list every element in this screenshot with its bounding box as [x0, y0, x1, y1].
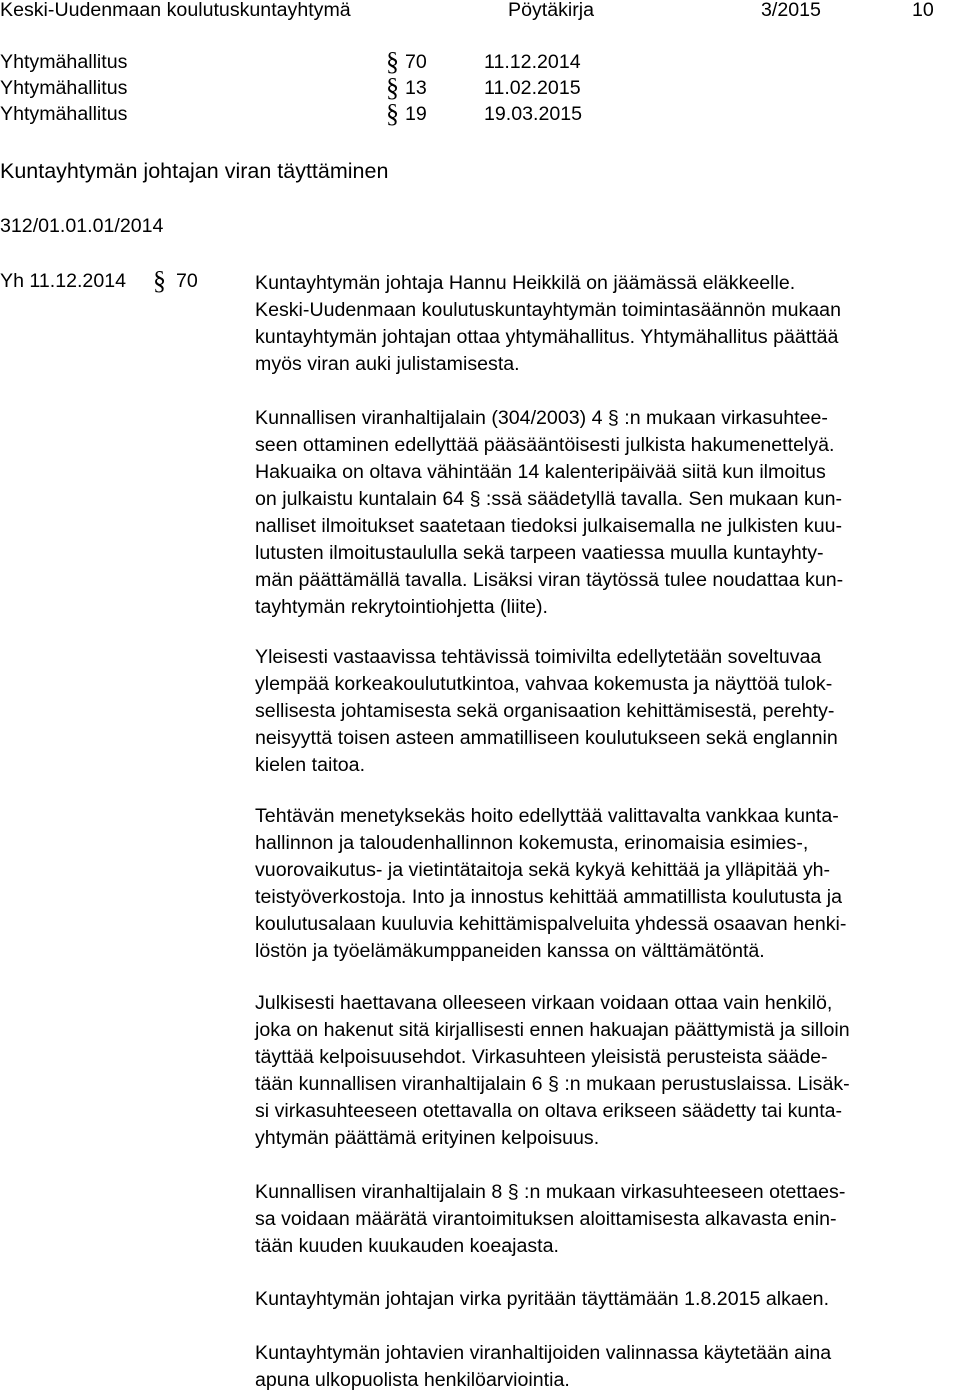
header-page-number: 10	[912, 0, 934, 21]
paragraph	[255, 1286, 960, 1313]
reference-number: 312/01.01.01/2014	[0, 215, 164, 237]
history-date: 11.12.2014	[484, 51, 581, 73]
text-line: tayhtymän rekrytointiohjetta (liite).	[255, 596, 548, 618]
text-line: ylempää korkeakoulututkintoa, vahvaa kokemusta ja näyttöä tulok-	[255, 673, 833, 695]
entry-label: Yh 11.12.2014	[0, 270, 127, 292]
text-line: myös viran auki julistamisesta.	[255, 353, 520, 375]
text-line: Kunnallisen viranhaltijalain (304/2003) 4 § :n mukaan virkasuhtee-	[255, 407, 828, 429]
paragraph	[255, 990, 960, 1152]
header-organization: Keski-Uudenmaan koulutuskuntayhtymä	[0, 0, 351, 21]
document-title: Kuntayhtymän johtajan viran täyttäminen	[0, 159, 389, 183]
section-sign: §	[386, 99, 399, 128]
text-line: Tehtävän menetyksekäs hoito edellyttää valittavalta vankkaa kunta-	[255, 805, 839, 827]
text-line: sa voidaan määrätä virantoimituksen aloittamisesta alkavasta enin-	[255, 1208, 837, 1230]
text-line: yhtymän päättämä erityinen kelpoisuus.	[255, 1127, 600, 1149]
text-line: lutusten ilmoitustaululla sekä tarpeen vaatiessa muulla kuntayhty-	[255, 542, 824, 564]
text-line: neisyyttä toisen asteen ammatilliseen koulutukseen sekä englannin	[255, 727, 838, 749]
history-body: Yhtymähallitus	[0, 77, 128, 99]
paragraph	[255, 1179, 960, 1260]
text-line: Kunnallisen viranhaltijalain 8 § :n mukaan virkasuhteeseen otettaes-	[255, 1181, 846, 1203]
text-line: män päättämällä tavalla. Lisäksi viran täytössä tulee noudattaa kun-	[255, 569, 844, 591]
text-line: kielen taitoa.	[255, 754, 366, 776]
text-line: apuna ulkopuolista henkilöarviointia.	[255, 1369, 570, 1391]
text-line: täyttää kelpoisuusehdot. Virkasuhteen yleisistä perusteista sääde-	[255, 1046, 828, 1068]
text-line: Julkisesti haettavana olleeseen virkaan voidaan ottaa vain henkilö,	[255, 992, 833, 1014]
paragraph	[255, 1340, 960, 1394]
header-doc-number: 3/2015	[761, 0, 821, 21]
text-line: joka on hakenut sitä kirjallisesti ennen hakuajan päättymistä ja silloin	[255, 1019, 850, 1041]
history-body: Yhtymähallitus	[0, 51, 128, 73]
text-line: sellisesta johtamisesta sekä organisaation kehittämisestä, perehty-	[255, 700, 835, 722]
text-line: teistyöverkostoja. Into ja innostus kehittää ammatillista koulutusta ja	[255, 886, 843, 908]
text-line: Kuntayhtymän johtaja Hannu Heikkilä on jäämässä eläkkeelle.	[255, 272, 796, 294]
paragraph	[255, 405, 960, 621]
entry-section: 70	[176, 270, 198, 292]
text-line: on julkaistu kuntalain 64 § :ssä säädetyllä tavalla. Sen mukaan kun-	[255, 488, 843, 510]
text-line: Kuntayhtymän johtajan virka pyritään täyttämään 1.8.2015 alkaen.	[255, 1288, 830, 1310]
history-section: 70	[405, 51, 427, 73]
text-line: hallinnon ja taloudenhallinnon kokemusta, erinomaisia esimies-,	[255, 832, 809, 854]
header-doc-type: Pöytäkirja	[508, 0, 595, 21]
paragraph	[255, 644, 960, 779]
paragraph	[255, 803, 960, 965]
history-date: 19.03.2015	[484, 103, 583, 125]
section-sign: §	[386, 73, 399, 102]
text-line: nalliset ilmoitukset saatetaan tiedoksi julkaisemalla ne julkisten kuu-	[255, 515, 843, 537]
text-line: si virkasuhteeseen otettavalla on oltava erikseen säädetty tai kunta-	[255, 1100, 843, 1122]
text-line: seen ottaminen edellyttää pääsääntöisesti julkista hakumenettelyä.	[255, 434, 835, 456]
text-line: Yleisesti vastaavissa tehtävissä toimivilta edellytetään soveltuvaa	[255, 646, 822, 668]
text-line: Kuntayhtymän johtavien viranhaltijoiden valinnassa käytetään aina	[255, 1342, 832, 1364]
text-line: tään kuuden kuukauden koeajasta.	[255, 1235, 559, 1257]
history-date: 11.02.2015	[484, 77, 581, 99]
history-body: Yhtymähallitus	[0, 103, 128, 125]
paragraph	[255, 270, 960, 378]
history-section: 19	[405, 103, 427, 125]
text-line: Hakuaika on oltava vähintään 14 kalenteripäivää siitä kun ilmoitus	[255, 461, 826, 483]
section-sign: §	[386, 47, 399, 76]
text-line: tään kunnallisen viranhaltijalain 6 § :n mukaan perustuslaissa. Lisäk-	[255, 1073, 850, 1095]
history-section: 13	[405, 77, 427, 99]
text-line: vuorovaikutus- ja vietintätaitoja sekä kykyä kehittää ja ylläpitää yh-	[255, 859, 831, 881]
text-line: kuntayhtymän johtajan ottaa yhtymähallitus. Yhtymähallitus päättää	[255, 326, 839, 348]
text-line: koulutusalaan kuuluvia kehittämispalveluita yhdessä osaavan henki-	[255, 913, 847, 935]
text-line: löstön ja työelämäkumppaneiden kanssa on välttämätöntä.	[255, 940, 765, 962]
section-sign: §	[153, 266, 166, 295]
text-line: Keski-Uudenmaan koulutuskuntayhtymän toimintasäännön mukaan	[255, 299, 841, 321]
